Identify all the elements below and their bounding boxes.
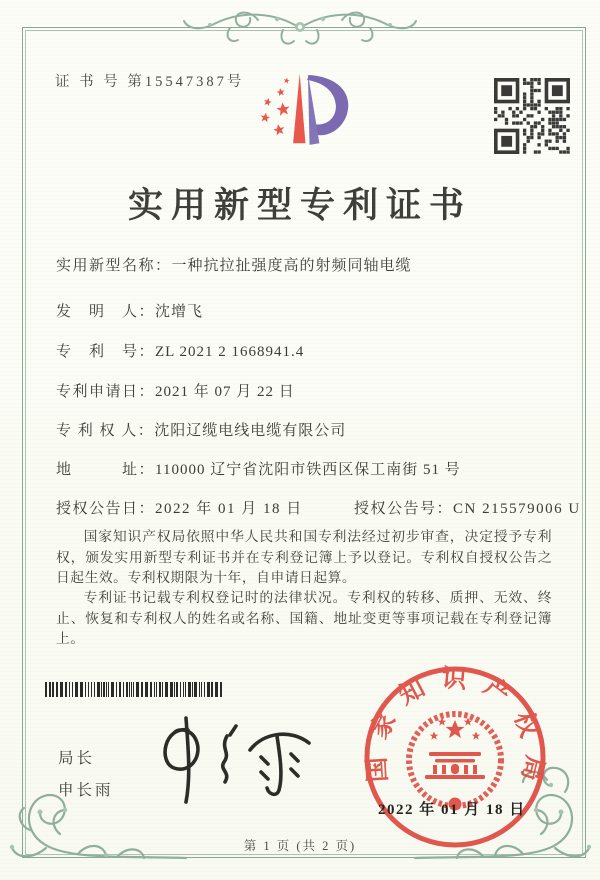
field-value: ZL 2021 2 1668941.4 [155,344,305,360]
field-label: 专 利 权 人： [56,423,155,439]
signer-title: 局长 [58,750,96,767]
national-emblem-seal-icon [362,664,548,850]
field-patentee [56,419,346,440]
barcode-icon [45,682,225,698]
field-filing-date [56,380,295,401]
field-label: 发 明 人： [56,304,156,320]
field-patent-number [56,340,304,361]
field-address [56,458,461,479]
field-label: 专利申请日： [56,384,156,400]
field-value: 一种抗拉扯强度高的射频同轴电缆 [171,258,412,274]
seal-date: 2022 年 01 月 18 日 [378,802,526,818]
field-label: 专 利 号： [56,344,156,360]
signer-name: 申长雨 [58,782,114,799]
field-value: 2021 年 07 月 22 日 [155,384,295,400]
paragraph-text: 国家知识产权局依照中华人民共和国专利法经过初步审查，决定授予专利权，颁发实用新型专利证书并在专利登记簿上予以登记。专利权自授权公告之日起生效。专利权期限为十年，自申请日起算。 [56,529,552,586]
paragraph-text: 专利证书记载专利权登记时的法律状况。专利权的转移、质押、无效、终止、恢复和专利权人的姓名或名称、国籍、地址变更等事项记载在专利登记簿上。 [56,590,552,647]
field-label: 地 址： [56,462,156,478]
grant-date-label: 授权公告日： [56,501,156,517]
field-value: 沈阳辽缆电线电缆有限公司 [154,423,347,439]
grant-number-label: 授权公告号： [354,501,454,517]
page-number: 第 1 页 (共 2 页) [243,839,357,853]
field-utility-model-name [56,254,412,275]
grant-number-group [354,497,581,518]
field-grant-row [56,497,581,518]
legal-paragraph-1 [56,527,552,589]
certificate-number: 证 书 号 第15547387号 [55,74,245,90]
seal-text: 国家知识产权局 [362,665,548,799]
grant-number-value: CN 215579006 U [453,501,581,517]
certificate-title: 实用新型专利证书 [127,186,472,225]
legal-paragraph-2 [56,588,552,650]
field-label: 实用新型名称： [56,258,172,274]
qr-code-icon [494,78,570,154]
cnipa-logo-icon [243,62,358,162]
field-value: 沈增飞 [155,304,204,320]
field-inventor [56,300,203,321]
grant-date-value: 2022 年 01 月 18 日 [155,501,303,517]
field-value: 110000 辽宁省沈阳市铁西区保工南街 51 号 [155,462,461,478]
handwritten-signature-icon [150,716,320,806]
